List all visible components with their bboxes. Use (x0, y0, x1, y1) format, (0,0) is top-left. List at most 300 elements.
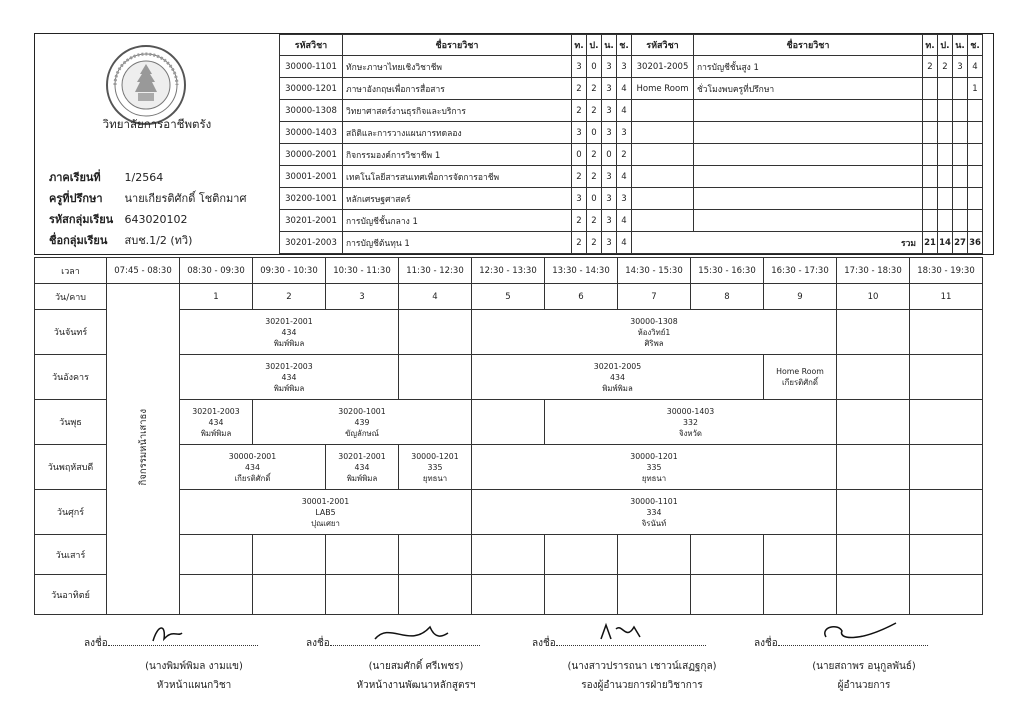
timetable-page (34, 33, 994, 723)
class-block (180, 400, 253, 445)
header-n-2: น. (953, 35, 968, 56)
course-code: Home Room (632, 78, 694, 100)
class-room: 439 (354, 417, 370, 427)
course-p: 2 (587, 100, 602, 122)
course-row (280, 232, 983, 254)
class-code: 30000-1201 (411, 451, 459, 461)
course-name: กิจกรรมองค์การวิชาชีพ 1 (343, 144, 572, 166)
header-name: ชื่อรายวิชา (343, 35, 572, 56)
course-p: 0 (587, 188, 602, 210)
course-name: การบัญชีชั้นสูง 1 (694, 56, 923, 78)
handwritten-signature (596, 619, 676, 647)
day-label: วันอาทิตย์ (35, 575, 107, 615)
empty-slot (545, 575, 618, 615)
empty-cell (923, 144, 938, 166)
course-c: 3 (617, 188, 632, 210)
schedule-table (34, 257, 983, 615)
empty-slot (837, 400, 910, 445)
class-code: 30200-1001 (338, 406, 386, 416)
flag-activity-label: กิจกรรมหน้าเสาธง (137, 409, 149, 486)
signatory-role: หัวหน้างานพัฒนาหลักสูตรฯ (356, 680, 476, 691)
empty-cell (953, 144, 968, 166)
empty-slot (910, 445, 983, 490)
class-code: 30001-2001 (301, 496, 350, 506)
empty-cell (953, 166, 968, 188)
empty-cell (923, 122, 938, 144)
empty-cell (938, 122, 953, 144)
course-c: 4 (617, 100, 632, 122)
course-p: 0 (587, 56, 602, 78)
class-teacher: พิมพ์พิมล (273, 383, 305, 393)
course-c: 3 (617, 122, 632, 144)
course-list-table (279, 34, 983, 254)
class-info (180, 361, 398, 394)
course-c: 4 (617, 166, 632, 188)
class-code: 30000-2001 (228, 451, 277, 461)
course-name: สถิติและการวางแผนการทดลอง (343, 122, 572, 144)
empty-slot (837, 355, 910, 400)
signature-line (754, 633, 974, 651)
empty-cell (968, 210, 983, 232)
empty-cell (968, 100, 983, 122)
empty-slot (910, 310, 983, 355)
empty-slot (910, 535, 983, 575)
course-t: 2 (572, 232, 587, 254)
group-name-value: สบช.1/2 (ทวิ) (124, 234, 193, 247)
course-p: 0 (587, 122, 602, 144)
class-room: 334 (646, 507, 662, 517)
class-room: 335 (427, 462, 443, 472)
signature-line (306, 633, 526, 651)
class-block (472, 490, 837, 535)
class-block (399, 445, 472, 490)
empty-cell (694, 166, 923, 188)
course-name: วิทยาศาสตร์งานธุรกิจและบริการ (343, 100, 572, 122)
empty-cell (694, 210, 923, 232)
class-teacher: เกียรติศักดิ์ (234, 473, 271, 483)
course-code: 30001-2001 (280, 166, 343, 188)
class-teacher: พิมพ์พิมล (602, 383, 633, 393)
empty-slot (326, 535, 399, 575)
class-room: 335 (646, 462, 662, 472)
header-p-2: ป. (938, 35, 953, 56)
course-t: 2 (572, 210, 587, 232)
period-row (35, 284, 983, 310)
course-n: 0 (602, 144, 617, 166)
class-code: 30000-1308 (630, 316, 678, 326)
empty-cell (938, 188, 953, 210)
period-number: 7 (618, 284, 691, 310)
class-block (180, 490, 472, 535)
course-p: 2 (587, 166, 602, 188)
course-name: ชั่วโมงพบครูที่ปรึกษา (694, 78, 923, 100)
total-p: 14 (938, 232, 953, 254)
class-teacher: จิงหวัด (679, 428, 702, 438)
signatory-role: รองผู้อำนวยการฝ่ายวิชาการ (581, 680, 703, 691)
class-block (472, 310, 837, 355)
class-teacher: ปุณเศยา (311, 518, 340, 528)
class-block (180, 310, 399, 355)
course-name: การบัญชีต้นทุน 1 (343, 232, 572, 254)
time-slot: 08:30 - 09:30 (180, 258, 253, 284)
course-n: 3 (602, 100, 617, 122)
course-n: 3 (602, 78, 617, 100)
header-t-2: ท. (923, 35, 938, 56)
class-block (326, 445, 399, 490)
empty-slot (691, 535, 764, 575)
class-teacher: พิมพ์พิมล (346, 473, 378, 483)
period-number: 8 (691, 284, 764, 310)
signature-block (84, 633, 304, 693)
course-t: 2 (572, 166, 587, 188)
signature-dots (108, 633, 258, 646)
class-code: 30201-2001 (265, 316, 313, 326)
empty-slot (545, 535, 618, 575)
signatory-name: (นายสถาพร อนุกูลพันธ์) (812, 661, 916, 672)
day-label: วันเสาร์ (35, 535, 107, 575)
empty-cell (938, 210, 953, 232)
course-row (280, 188, 983, 210)
course-t: 3 (572, 122, 587, 144)
header-code-2: รหัสวิชา (632, 35, 694, 56)
course-name: การบัญชีชั้นกลาง 1 (343, 210, 572, 232)
class-teacher: ศิริพล (644, 338, 664, 348)
class-info (180, 496, 471, 529)
course-p: 2 (587, 232, 602, 254)
class-teacher: เกียรติศักดิ์ (782, 378, 818, 387)
day-label: วันจันทร์ (35, 310, 107, 355)
class-info (764, 366, 836, 388)
empty-slot (837, 575, 910, 615)
course-t: 3 (572, 56, 587, 78)
course-code: 30200-1001 (280, 188, 343, 210)
empty-slot (910, 355, 983, 400)
period-number: 4 (399, 284, 472, 310)
class-room: 434 (245, 462, 260, 472)
empty-cell (632, 122, 694, 144)
signature-block (306, 633, 526, 693)
signatory-name: (นางสาวปรารถนา เชาวน์เสฏฐกุล) (567, 661, 717, 672)
signature-prefix: ลงชื่อ (306, 638, 330, 649)
class-block (253, 400, 472, 445)
group-name-row (49, 231, 192, 249)
class-code: 30000-1403 (666, 406, 715, 416)
empty-slot (910, 575, 983, 615)
empty-slot (691, 575, 764, 615)
empty-slot (253, 575, 326, 615)
period-number: 5 (472, 284, 545, 310)
empty-slot (764, 575, 837, 615)
course-p: 2 (587, 210, 602, 232)
college-seal-icon (105, 44, 187, 126)
empty-slot (837, 310, 910, 355)
empty-slot (472, 535, 545, 575)
advisor-row (49, 189, 246, 207)
signature-dots (330, 633, 480, 646)
class-room: LAB5 (315, 507, 336, 517)
empty-cell (968, 144, 983, 166)
empty-cell (923, 166, 938, 188)
course-code: 30000-1308 (280, 100, 343, 122)
flag-activity-cell (107, 284, 180, 615)
class-teacher: จิรนันท์ (641, 518, 667, 528)
course-code: 30000-1201 (280, 78, 343, 100)
class-room: 332 (683, 417, 698, 427)
course-c: 2 (617, 144, 632, 166)
class-teacher: พิมพ์พิมล (200, 428, 232, 438)
class-room: 434 (281, 327, 297, 337)
college-info-panel (35, 34, 280, 253)
class-teacher: พิมพ์พิมล (273, 338, 305, 348)
empty-cell (953, 122, 968, 144)
course-row (280, 166, 983, 188)
course-name: ทักษะภาษาไทยเชิงวิชาชีพ (343, 56, 572, 78)
class-room: 434 (610, 372, 625, 382)
empty-cell (923, 100, 938, 122)
signature-dots (556, 633, 706, 646)
total-t: 21 (923, 232, 938, 254)
class-teacher: ขัญลักษณ์ (345, 428, 379, 438)
course-code: 30201-2001 (280, 210, 343, 232)
time-slot: 16:30 - 17:30 (764, 258, 837, 284)
time-slot: 14:30 - 15:30 (618, 258, 691, 284)
empty-slot (399, 310, 472, 355)
signature-block (754, 633, 974, 693)
empty-cell (632, 144, 694, 166)
empty-slot (472, 400, 545, 445)
empty-cell (953, 188, 968, 210)
course-header-row (280, 35, 983, 56)
course-n: 3 (953, 56, 968, 78)
empty-cell (953, 100, 968, 122)
course-t: 2 (572, 78, 587, 100)
empty-slot (618, 535, 691, 575)
time-slot: 09:30 - 10:30 (253, 258, 326, 284)
signature-line (84, 633, 304, 651)
empty-slot (399, 355, 472, 400)
period-number: 6 (545, 284, 618, 310)
class-info (472, 451, 836, 484)
empty-slot (472, 575, 545, 615)
class-info (180, 316, 398, 349)
period-number: 9 (764, 284, 837, 310)
class-teacher: ยุทธนา (641, 473, 667, 483)
class-block (545, 400, 837, 445)
total-c: 36 (968, 232, 983, 254)
handwritten-signature (818, 619, 898, 647)
time-row (35, 258, 983, 284)
course-n (953, 78, 968, 100)
course-n: 3 (602, 232, 617, 254)
period-number: 2 (253, 284, 326, 310)
handwritten-signature (370, 619, 450, 647)
header-c-2: ช. (968, 35, 983, 56)
signature-prefix: ลงชื่อ (84, 638, 108, 649)
empty-slot (910, 490, 983, 535)
class-code: 30201-2003 (265, 361, 313, 371)
class-info (472, 316, 836, 349)
handwritten-signature (148, 619, 228, 647)
class-info (545, 406, 836, 439)
time-slot: 10:30 - 11:30 (326, 258, 399, 284)
empty-slot (399, 575, 472, 615)
course-c: 1 (968, 78, 983, 100)
class-block (764, 355, 837, 400)
course-t: 0 (572, 144, 587, 166)
class-code: 30000-1201 (630, 451, 678, 461)
signature-prefix: ลงชื่อ (754, 638, 778, 649)
period-number: 1 (180, 284, 253, 310)
empty-cell (923, 210, 938, 232)
course-p (938, 78, 953, 100)
course-n: 3 (602, 122, 617, 144)
empty-cell (632, 166, 694, 188)
totals-label: รวม (632, 232, 923, 254)
empty-slot (910, 400, 983, 445)
empty-cell (632, 100, 694, 122)
period-number: 3 (326, 284, 399, 310)
class-info (253, 406, 471, 439)
signature-block (532, 633, 752, 693)
advisor-label: ครูที่ปรึกษา (49, 192, 103, 205)
course-name: หลักเศรษฐศาสตร์ (343, 188, 572, 210)
total-n: 27 (953, 232, 968, 254)
class-block (472, 445, 837, 490)
header-c: ช. (617, 35, 632, 56)
empty-cell (632, 210, 694, 232)
empty-slot (837, 490, 910, 535)
course-name: ภาษาอังกฤษเพื่อการสื่อสาร (343, 78, 572, 100)
signatory-role: หัวหน้าแผนกวิชา (156, 680, 232, 691)
empty-slot (618, 575, 691, 615)
course-t: 3 (572, 188, 587, 210)
header-p: ป. (587, 35, 602, 56)
period-number: 10 (837, 284, 910, 310)
time-slot: 07:45 - 08:30 (107, 258, 180, 284)
course-row (280, 100, 983, 122)
course-code: 30000-1101 (280, 56, 343, 78)
empty-cell (632, 188, 694, 210)
course-code: 30000-1403 (280, 122, 343, 144)
empty-slot (399, 535, 472, 575)
time-slot: 17:30 - 18:30 (837, 258, 910, 284)
empty-cell (923, 188, 938, 210)
course-n: 3 (602, 166, 617, 188)
course-name: เทคโนโลยีสารสนเทศเพื่อการจัดการอาชีพ (343, 166, 572, 188)
course-c: 4 (617, 210, 632, 232)
empty-slot (837, 535, 910, 575)
signatory-name: (นายสมศักดิ์ ศรีเพชร) (368, 661, 464, 672)
course-c: 4 (617, 232, 632, 254)
empty-cell (694, 122, 923, 144)
empty-cell (694, 144, 923, 166)
semester-row (49, 168, 163, 186)
class-info (399, 451, 471, 484)
course-t (923, 78, 938, 100)
class-info (472, 361, 763, 394)
empty-cell (694, 100, 923, 122)
course-row (280, 56, 983, 78)
advisor-value: นายเกียรติศักดิ์ โชติกมาศ (124, 192, 247, 205)
course-row (280, 122, 983, 144)
course-n: 3 (602, 56, 617, 78)
course-t: 2 (923, 56, 938, 78)
empty-cell (938, 144, 953, 166)
course-n: 3 (602, 188, 617, 210)
course-code: 30201-2005 (632, 56, 694, 78)
course-c: 4 (617, 78, 632, 100)
day-label: วันพุธ (35, 400, 107, 445)
day-label: วันอังคาร (35, 355, 107, 400)
course-code: 30000-2001 (280, 144, 343, 166)
signature-dots (778, 633, 928, 646)
class-room: 434 (354, 462, 370, 472)
period-label: วัน/คาบ (35, 284, 107, 310)
semester-label: ภาคเรียนที่ (49, 171, 101, 184)
time-slot: 12:30 - 13:30 (472, 258, 545, 284)
course-p: 2 (587, 144, 602, 166)
header-n: น. (602, 35, 617, 56)
day-label: วันศุกร์ (35, 490, 107, 535)
empty-slot (837, 445, 910, 490)
empty-slot (326, 575, 399, 615)
header-code: รหัสวิชา (280, 35, 343, 56)
class-info (180, 406, 252, 439)
course-p: 2 (938, 56, 953, 78)
class-code: 30201-2005 (593, 361, 642, 371)
period-number: 11 (910, 284, 983, 310)
class-block (180, 445, 326, 490)
empty-cell (938, 166, 953, 188)
group-code-label: รหัสกลุ่มเรียน (49, 213, 114, 226)
course-p: 2 (587, 78, 602, 100)
time-label: เวลา (35, 258, 107, 284)
signatory-role: ผู้อำนวยการ (837, 680, 891, 691)
empty-cell (968, 122, 983, 144)
course-row (280, 78, 983, 100)
empty-cell (968, 166, 983, 188)
signatory-name: (นางพิมพ์พิมล งามแข) (145, 661, 243, 672)
signature-line (532, 633, 752, 651)
class-room: 434 (281, 372, 297, 382)
empty-slot (764, 535, 837, 575)
header-t: ท. (572, 35, 587, 56)
course-n: 3 (602, 210, 617, 232)
class-block (180, 355, 399, 400)
class-info (326, 451, 398, 484)
empty-cell (938, 100, 953, 122)
header-name-2: ชื่อรายวิชา (694, 35, 923, 56)
empty-cell (694, 188, 923, 210)
time-slot: 13:30 - 14:30 (545, 258, 618, 284)
class-code: Home Room (776, 367, 824, 376)
header-block (34, 33, 994, 255)
class-block (472, 355, 764, 400)
course-c: 3 (617, 56, 632, 78)
college-name: วิทยาลัยการอาชีพตรัง (102, 117, 212, 131)
course-c: 4 (968, 56, 983, 78)
class-info (472, 496, 836, 529)
empty-slot (253, 535, 326, 575)
time-slot: 11:30 - 12:30 (399, 258, 472, 284)
empty-slot (180, 535, 253, 575)
group-name-label: ชื่อกลุ่มเรียน (49, 234, 108, 247)
group-code-row (49, 210, 188, 228)
course-row (280, 144, 983, 166)
class-info (180, 451, 325, 484)
group-code-value: 643020102 (124, 213, 188, 226)
class-room: 434 (208, 417, 224, 427)
